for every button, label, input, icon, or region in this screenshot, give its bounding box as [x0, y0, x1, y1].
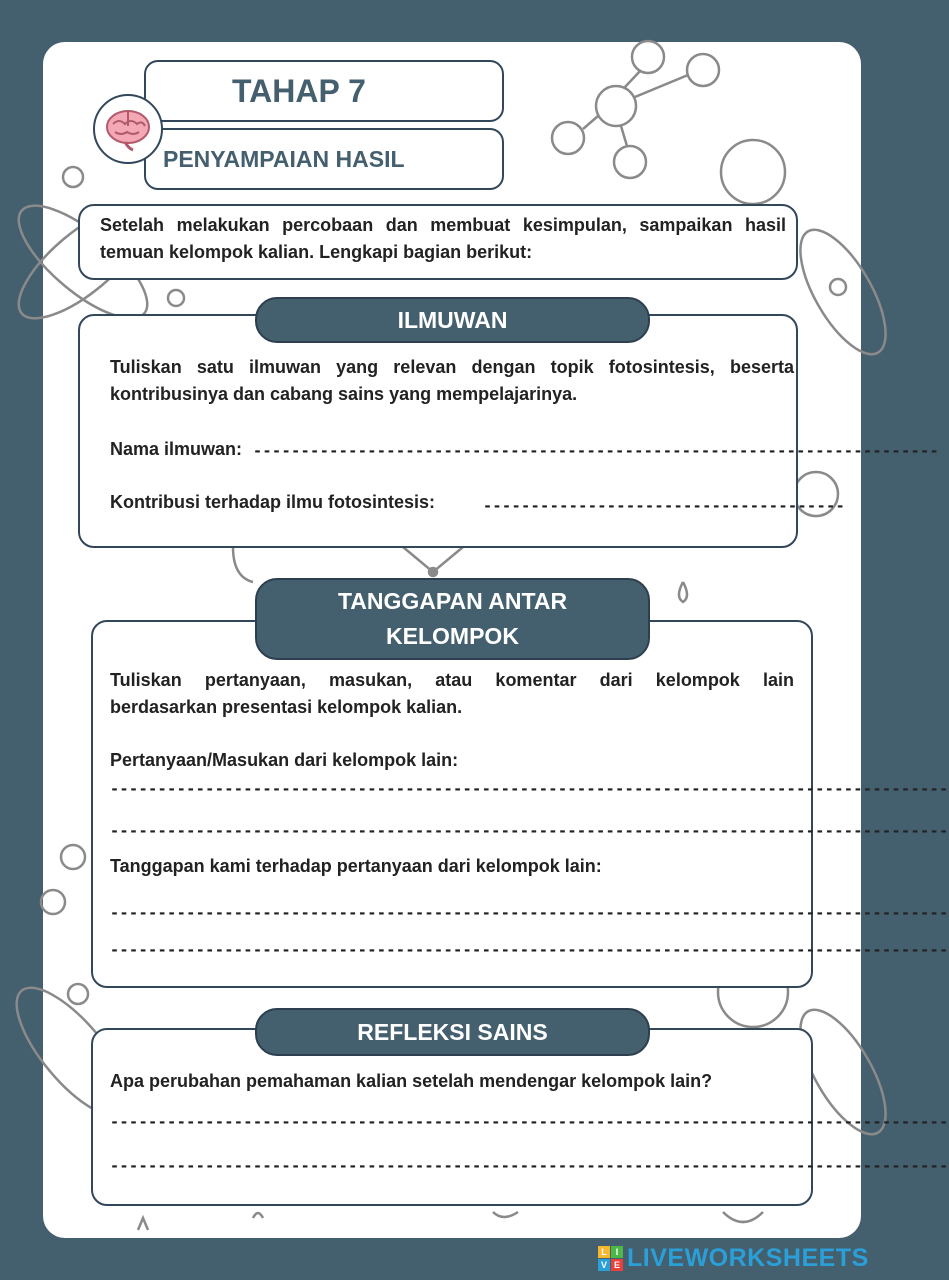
response-label: Tanggapan kami terhadap pertanyaan dari kelompok lain: — [110, 856, 602, 876]
tanggapan-instruction-line-1: Tuliskan pertanyaan, masukan, atau komentar dari kelompok lain — [110, 670, 794, 690]
contribution-label: Kontribusi terhadap ilmu fotosintesis: — [110, 492, 436, 512]
liveworksheets-logo[interactable] — [598, 1244, 869, 1273]
tanggapan-heading — [255, 578, 650, 660]
scientist-name-label: Nama ilmuwan: — [110, 439, 243, 459]
logo-letter-l: L — [598, 1246, 610, 1258]
ilmuwan-instruction-line-1: Tuliskan satu ilmuwan yang relevan dengan topik fotosintesis, beserta — [110, 357, 794, 377]
intro-line-2: temuan kelompok kalian. Lengkapi bagian berikut: — [100, 242, 533, 262]
logo-letter-v: V — [598, 1259, 610, 1271]
contribution-input[interactable]: -------------------------------------- — [483, 497, 846, 515]
question-input-line-2[interactable]: ---------------------------------------------------------------------------------------- — [110, 822, 949, 840]
worksheet-page — [43, 42, 949, 1238]
stage-title: TAHAP 7 — [232, 73, 366, 109]
question-label: Pertanyaan/Masukan dari kelompok lain: — [110, 750, 459, 770]
ilmuwan-instruction-line-2: kontribusinya dan cabang sains yang mempelajarinya. — [110, 384, 578, 404]
tanggapan-instruction — [110, 667, 794, 721]
liveworksheets-logo-icon — [598, 1246, 623, 1271]
logo-letter-e: E — [611, 1259, 623, 1271]
response-input-line-2[interactable]: ---------------------------------------------------------------------------------------- — [110, 941, 949, 959]
brain-icon — [93, 94, 163, 164]
tanggapan-heading-line-1: TANGGAPAN ANTAR — [337, 588, 568, 614]
tanggapan-heading-line-2: KELOMPOK — [386, 623, 519, 649]
question-input-line-1[interactable]: ---------------------------------------------------------------------------------------- — [110, 780, 949, 798]
intro-text — [100, 212, 786, 266]
tanggapan-instruction-line-2: berdasarkan presentasi kelompok kalian. — [110, 697, 463, 717]
refleksi-input-line-2[interactable]: ---------------------------------------------------------------------------------------- — [110, 1157, 949, 1175]
ilmuwan-heading: ILMUWAN — [255, 297, 650, 343]
intro-line-1: Setelah melakukan percobaan dan membuat kesimpulan, sampaikan hasil — [100, 215, 786, 235]
refleksi-heading: REFLEKSI SAINS — [255, 1008, 650, 1056]
ilmuwan-instruction — [110, 354, 794, 408]
scientist-name-input[interactable]: ------------------------------------------------------------------------ — [253, 442, 940, 460]
response-input-line-1[interactable]: ---------------------------------------------------------------------------------------- — [110, 904, 949, 922]
page-subtitle: PENYAMPAIAN HASIL — [163, 146, 405, 172]
liveworksheets-brand: LIVEWORKSHEETS — [627, 1244, 869, 1272]
logo-letter-i: I — [611, 1246, 623, 1258]
refleksi-question: Apa perubahan pemahaman kalian setelah mendengar kelompok lain? — [110, 1071, 713, 1091]
refleksi-input-line-1[interactable]: ---------------------------------------------------------------------------------------- — [110, 1113, 949, 1131]
